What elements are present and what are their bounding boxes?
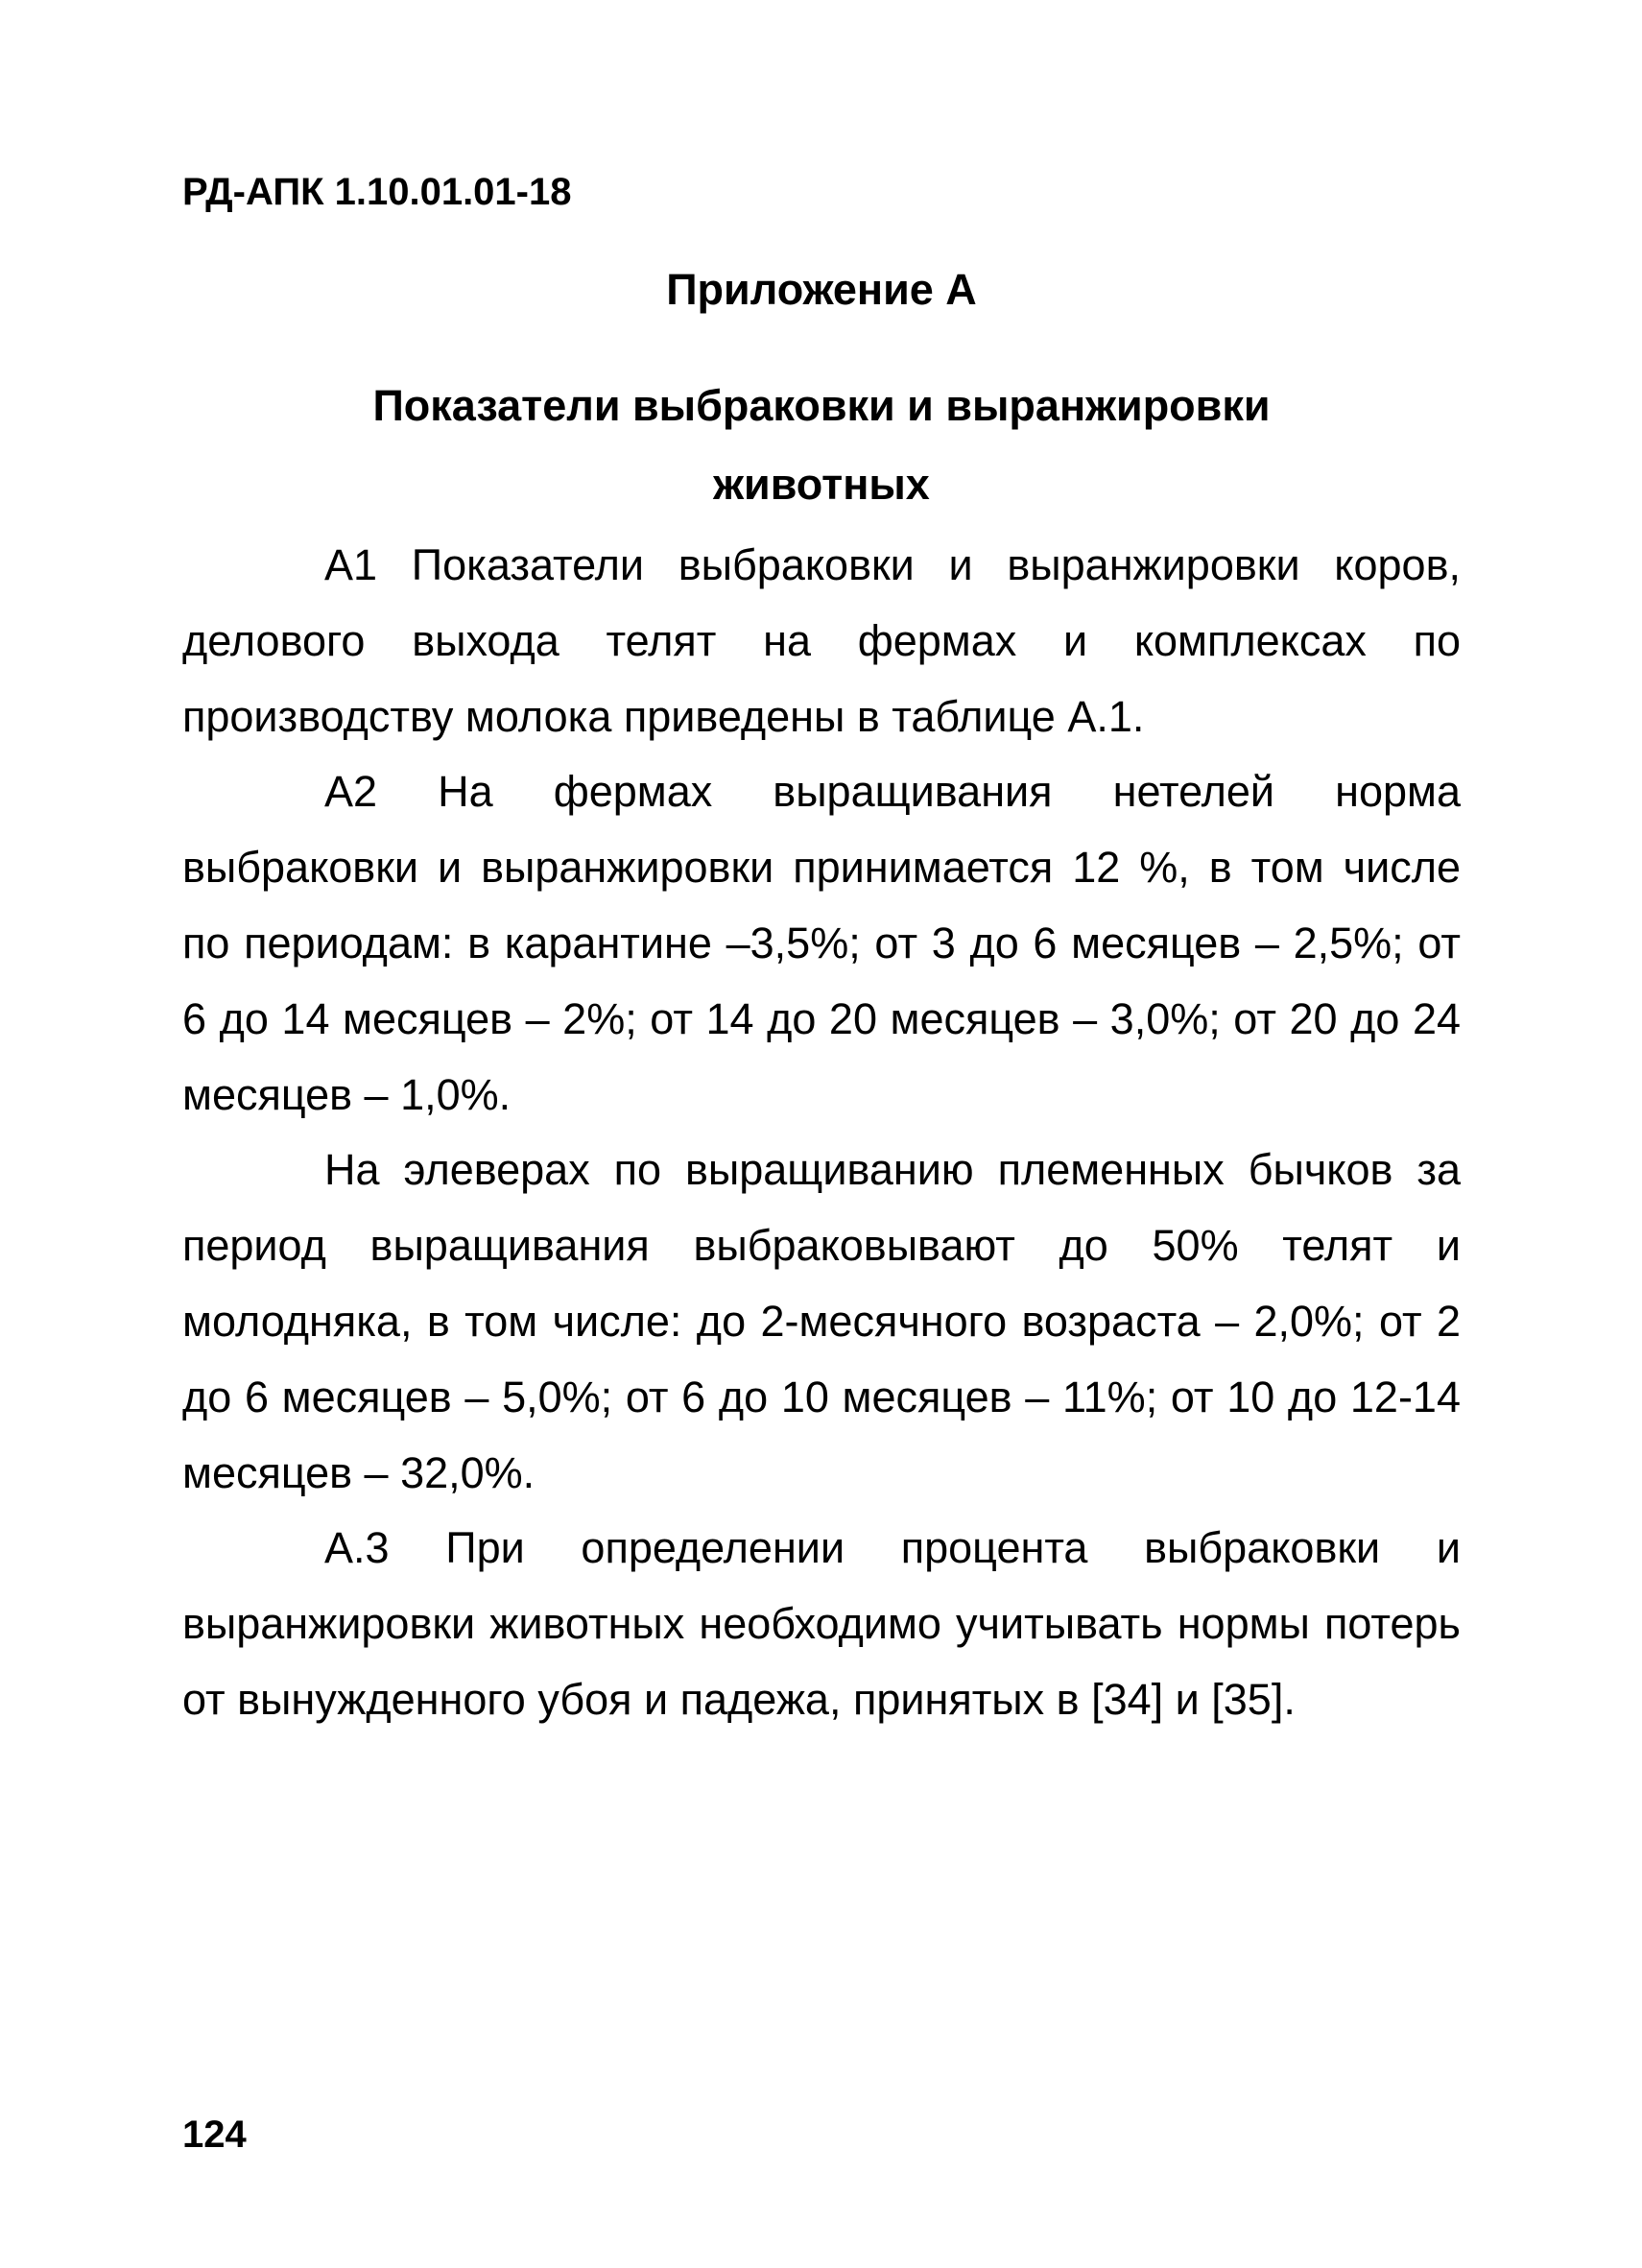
section-title-line-1: Показатели выбраковки и выранжировки xyxy=(372,381,1271,430)
paragraph-a3: А.3 При определении процента выбраковки и выранжировки животных необходимо учитывать нормы потерь от вынужденного убоя и падежа, принятых в [34] и [35]. xyxy=(182,1523,1461,1724)
section-title xyxy=(182,367,1461,524)
body-text xyxy=(182,528,1461,1738)
paragraph-a1: А1 Показатели выбраковки и выранжировки коров, делового выхода телят на фермах и комплексах по производству молока приведены в таблице А.1. xyxy=(182,540,1461,741)
section-title-line-2: животных xyxy=(713,460,930,509)
paragraph-a2: А2 На фермах выращивания нетелей норма выбраковки и выранжировки принимается 12 %, в том числе по периодам: в карантине –3,5%; от 3 до 6 месяцев – 2,5%; от 6 до 14 месяцев – 2%; от 14 до 20 месяцев – 3,0%; от 20 до 24 месяцев – 1,0%. xyxy=(182,767,1461,1119)
appendix-title: Приложение А xyxy=(666,265,977,314)
page-number: 124 xyxy=(182,2113,247,2156)
document-code: РД-АПК 1.10.01.01-18 xyxy=(182,171,572,213)
paragraph-elevers: На элеверах по выращиванию племенных бычков за период выращивания выбраковывают до 50% телят и молодняка, в том числе: до 2-месячного возраста – 2,0%; от 2 до 6 месяцев – 5,0%; от 6 до 10 месяцев – 11%; от 10 до 12-14 месяцев – 32,0%. xyxy=(182,1145,1461,1497)
